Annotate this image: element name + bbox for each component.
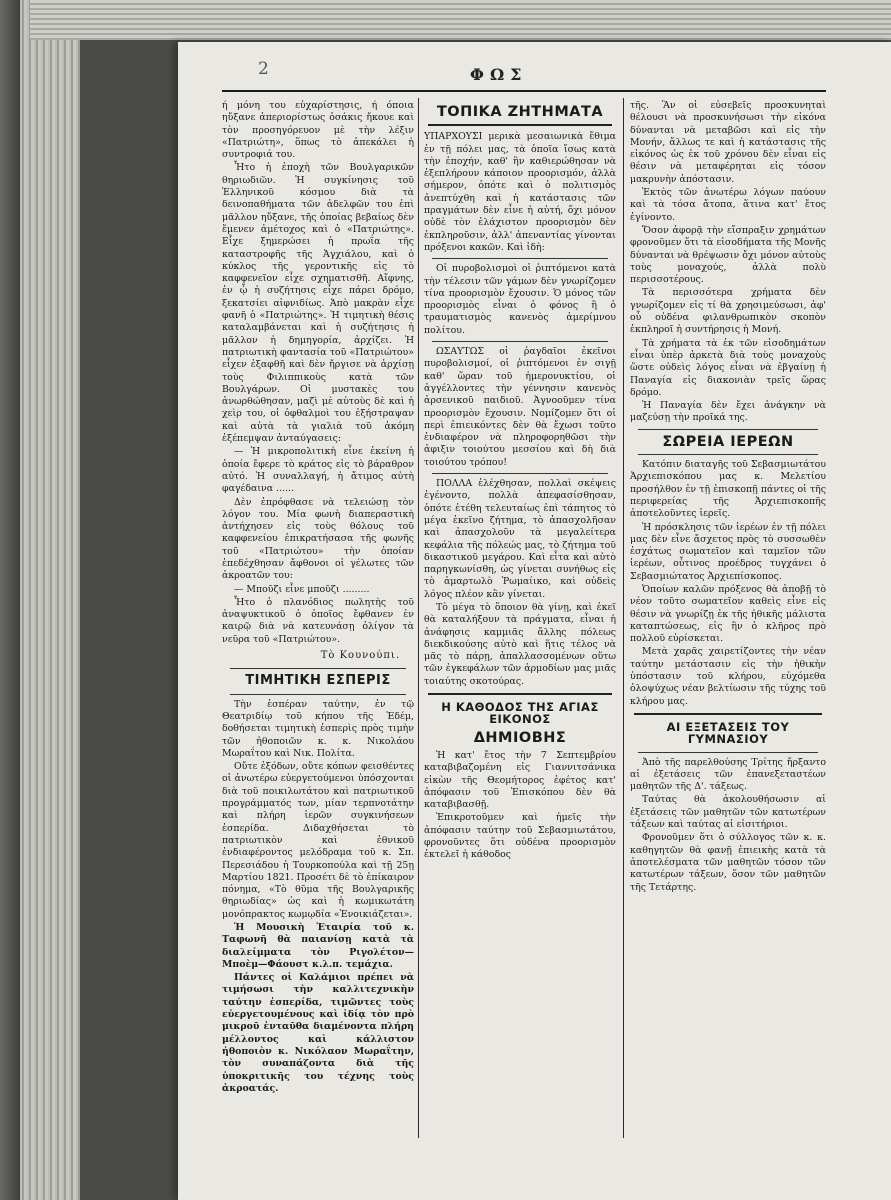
heading-soreia-iereon: ΣΩΡΕΙΑ ΙΕΡΕΩΝ [662, 433, 794, 450]
paragraph: — Ἡ μικροπολιτικὴ εἶνε ἐκείνη ἡ ὁποία ἔφερε τὸ κράτος εἰς τὸ βάραθρον αὐτό. Ἡ συναλλαγή, ἡ ἄτιμος αὐτὴ φαγέδαινα ...... [222, 446, 414, 495]
paragraph: ή μόνη του εὐχαρίστησις, ή όποια ηὔξανε ἀπεριορίστως ὁσάκις ἤκουε καὶ τὸν προσηγόρευον μὲ τὴν λέξιν «Πατριώτη», ὅπως τὸ ἀπεκάλει ἡ συντροφιά του. [222, 100, 414, 161]
column-divider-2 [623, 98, 624, 1138]
paragraph: — Μποῦζι εἶνε μποῦζι ......... [234, 583, 370, 595]
header-rule [222, 90, 826, 92]
divider [432, 258, 608, 259]
masthead: ΦΩΣ [470, 65, 528, 84]
paragraph: Τὸ μέγα τὸ ὅποιον θὰ γίνῃ, καὶ ἐκεῖ θὰ καταλήξουν τὰ πράγματα, εἶναι ἡ ἀνάφησις καμμιᾶς ἄλλης πόλεως διεκδικούσης αὐτὸ καὶ ἥτις τέλος νὰ μᾶς τὸ πάρῃ, ἀπαλλασσομένων οὕτω τῶν ἐγκεφάλων τῶν ἁρμοδίων μας μιᾶς τοιαύτης σκοτούρας. [424, 601, 616, 687]
paragraph: Τὰ χρήματα τὰ ἐκ τῶν εἰσοδημάτων εἶναι ὑπὲρ ἀρκετὰ διὰ τοὺς μοναχοὺς ὥστε οὐδεὶς λόγος εἶναι νὰ ἐβγαίνῃ ἡ Παναγία εἰς διακονιὰν τρεῖς ὥρας δρόμο. [630, 337, 826, 398]
paragraph: Δὲν ἐπρόφθασε νὰ τελειώσῃ τὸν λόγον του. Μία φωνὴ διαπεραστικὴ ἀντήχησεν εἰς τοὺς θόλους τοῦ καφφενείου ἐπικρατήσασα τῆς φωνῆς τοῦ «Πατριώτου» τὴν ὁποίαν ἐπεδέχθησαν ἄφθονοι οἱ γέλωτες τῶν ἀκροατῶν του: [222, 496, 414, 582]
paragraph: Κατόπιν διαταγῆς τοῦ Σεβασμιωτάτου Ἀρχιεπισκόπου μας κ. Μελετίου προσήλθον ἐν τῇ ἐπισκοπῇ πάντες οἱ τῆς περιφερείας τῆς Ἀρχιεπισκοπῆς ἀποτελοῦντες ἱερεῖς. [630, 459, 826, 520]
paragraph: ΩΣΑΥΤΩΣ οἱ ῥαγδαῖοι ἐκεῖνοι πυροβολισμοί, οἱ ῥιπτόμενοι ἐν σιγῇ καθ' ὥραν τοῦ ἡμερονυκτίου, οἱ ἀγγέλλοντες τὴν γέννησιν κανενὸς ἀρσενικοῦ παιδιοῦ. Ἀγνοοῦμεν τίνα προορισμὸν ἔχουσιν. Νομίζομεν ὅτι οἱ περὶ ἐπιεικόντες δὲν θὰ ἔχωσι τοῦτο ἐνδιαφέρον νὰ πληροφορηθῶσι τὴν ἀφιξιν τοιούτου μεσσίου καὶ δὴ διὰ τοιούτου τρόπου! [424, 346, 616, 468]
divider [432, 341, 608, 342]
divider [638, 752, 818, 753]
paragraph: Ἐκτὸς τῶν ἀνωτέρω λόγων παύουν καὶ τὰ τόσα ἄτοπα, ἅτινα κατ' ἔτος ἐγίνοντο. [630, 187, 826, 223]
paragraph: Ἡ πρόσκλησις τῶν ἱερέων ἐν τῇ πόλει μας δὲν εἶνε ἄσχετος πρὸς τὸ συσσωθὲν ἐσχάτως σωματεῖον καὶ ταμεῖον τῶν ἱερέων, οὗτινος προέδρος τυγχάνει ὁ Σεβασμιώτατος Ἀρχιεπίσκοπος. [630, 521, 826, 582]
divider [230, 694, 406, 695]
paragraph: Ἀπὸ τῆς παρελθούσης Τρίτης ἤρξαντο αἱ ἐξετάσεις τῶν ἐπανεξεταστέων μαθητῶν τῆς Δ'. τάξεως. [630, 756, 826, 793]
paragraph: Πάντες οἱ Καλάμιοι πρέπει νὰ τιμήσωσι τὴν καλλιτεχνικὴν ταύτην ἑσπερίδα, τιμῶντες τοὺς εὐεργετουμένους καὶ ἰδίᾳ τὸν πρὸ μικροῦ ἐνταῦθα διαμένοντα πλήρη μέλλοντος καὶ κάλλιστον ἠθοποιὸν κ. Νικόλαον Μωραΐτην, τὸν συναπάζοντα διὰ τῆς ὑποκριτικῆς του τέχνης τοὺς ἀκροατάς. [222, 972, 414, 1094]
divider [432, 473, 608, 474]
page-stack-top-edge [30, 0, 891, 40]
paragraph: Ὁποίων καλῶν πρόξενος θὰ ἀποβῇ τὸ νέον τοῦτο σωματεῖον καθεὶς εἶνε εἰς θέσιν νὰ γνωρίζῃ ἐκ τῆς ἠθικῆς μάλιστα καταπτώσεως, εἰς ἣν ὁ κλῆρος πρὸ πολλοῦ εὑρίσκεται. [630, 583, 826, 645]
paragraph: Ἦτο ἡ ἐποχὴ τῶν Βουλγαρικῶν θηριωδιῶν. Ἡ συγκίνησις τοῦ Ἑλληνικοῦ κόσμου διὰ τὰ δεινοπαθήματα τῶν ἀδελφῶν του ἐπὶ μᾶλλον ηὔξανε, τῆς ὁποίας βεβαίως δὲν ἔμενεν ἀμέτοχος καὶ ὁ «Πατριώτης». Εἶχε ξημερώσει ἡ πρωΐα τῆς καταστροφῆς τῆς Ἀγχιάλου, καὶ ὁ κύκλος τῆς γεροντικῆς εἰς τὸ καφφενεῖον εἶχε σχηματισθῆ. Αἴφνης, ἐν ᾧ ἡ συζήτησις εἶχε πάρει δρόμο, ξεκατσίει αἰφνιδίως. Ἀπὸ μακρὰν εἶχε φανῆ ὁ «Πατριώτης». Ἡ τιμητικὴ θέσις καταλαμβάνεται καὶ ἡ συζήτησις ἡ μᾶλλον ἡ δημηγορία, ἀρχίζει. Ἡ πατριωτικὴ φαντασία τοῦ «Πατριώτου» εἶχεν ἐξαφθῆ καὶ δὲν ἤργισε νὰ ἀρχίσῃ τοὺς Φιλιππικοὺς κατὰ τῶν Βουλγάρων. Οἱ μυστακὲς του ἀνωρθώθησαν, μαζὶ μὲ αὐτοὺς δὲ καὶ ἡ χεὶρ του, οἱ ὀφθαλμοὶ του ἐξήστραψαν καὶ αὐτὰ τὰ γιαλιὰ τοῦ ἀκόμη ἐξέπεμψαν ἀνταύγασεις: [222, 162, 414, 445]
paragraph: Οἱ πυροβολισμοὶ οἱ ῥιπτόμενοι κατὰ τὴν τέλεσιν τῶν γάμων δὲν γνωρίζομεν τίνα προορισμὸν ἔχουσιν. Ὁ μόνος τῶν προορισμὸς εἶναι ὁ φόνος ἢ ὁ τραυματισμὸς κανενὸς ἀμερίμνου πολίτου. [424, 263, 616, 336]
divider [428, 693, 612, 695]
divider [638, 454, 818, 455]
heading-kathodos: Η ΚΑΘΟΔΟΣ ΤΗΣ ΑΓΙΑΣ ΕΙΚΟΝΟΣ [441, 700, 599, 727]
paragraph: Ἡ Μουσικὴ Ἑταιρία τοῦ κ. Ταφωνῆ θὰ παιανίσῃ κατὰ τὰ διαλείμματα τὸν Ριγολέτον—Μποὲμ—Φάουστ κ.λ.π. τεμάχια. [222, 922, 414, 970]
column-2 [424, 100, 616, 863]
paragraph: ΠΟΛΛΑ ἐλέχθησαν, πολλαὶ σκέψεις ἐγένοντο, πολλὰ ἀπεφασίσθησαν, ὁπότε ἐτέθη τελευταίως ἐπὶ τάπητος τὸ μέγα ἐκεῖνο ζήτημα, τὸ ἀπασχολῆσαν καὶ ἀπασχολοῦν τὰ μεγαλείτερα κεφάλια τῆς πόλεώς μας, τὸ ζήτημα τοῦ δικαστικοῦ μεγάρου. Καὶ εἶτα καὶ αὐτὸ παρηγκωνίσθη, ὡς γίνεται συνήθως εἰς τὸ ἀμαρτωλὸ Ῥωμαίικο, καὶ οὐδεὶς λόγος πλέον κἂν γίνεται. [424, 478, 616, 600]
paragraph: Τὴν ἑσπέραν ταύτην, ἐν τῷ Θεατριδίῳ τοῦ κήπου τῆς Ἐδέμ, δοθήσεται τιμητικὴ ἑσπερὶς πρὸς τιμὴν τῶν ἠθοποιῶν κ. κ. Νικολάου Μωραΐτου καὶ Νικ. Πολίτα. [222, 698, 414, 759]
column-3 [630, 100, 826, 895]
paragraph: Ἐπικροτοῦμεν καὶ ἡμεῖς τὴν ἀπόφασιν ταύτην τοῦ Σεβασμιωτάτου, φρονοῦντες ὅτι οὐδένα προορισμὸν ἐκτελεῖ ἡ κάθοδος [424, 812, 616, 861]
divider [230, 668, 406, 669]
divider [428, 124, 612, 126]
paragraph: Ἡ κατ' ἔτος τὴν 7 Σεπτεμβρίου καταβιβαζομένη εἰς Γιαννιτσάνικα εἰκὼν τῆς Θεομήτορος ἐφέτος κατ' ἀπόφασιν τοῦ Ἐπισκόπου δὲν θὰ καταβιβασθῇ. [424, 749, 616, 811]
divider [634, 713, 822, 715]
heading-exetaseis: ΑΙ ΕΞΕΤΑΣΕΙΣ ΤΟΥ ΓΥΜΝΑΣΙΟΥ [666, 719, 790, 747]
paragraph: Ἡ Παναγία δὲν ἔχει ἀνάγκην νὰ μαζεύσῃ τὴν προῖκά της. [630, 400, 826, 424]
column-1 [222, 100, 414, 1096]
paragraph: ΥΠΑΡΧΟΥΣΙ μερικὰ μεσαιωνικὰ ἔθιμα ἐν τῇ πόλει μας, τὰ ὁποῖα ἴσως κατὰ τὴν ἐποχήν, καθ' ἣν καθιερώθησαν νὰ ἐξεπλήρουν κάποιον προορισμόν, ἀλλὰ σήμερον, ὁπότε καὶ ὁ πολιτισμὸς ἀνεπτύχθη καὶ ἡ κατάστασις τῶν πραγμάτων δὲν εἶνε ἡ αὐτή, ὄχι μόνον οὐδὲ τὸν ἐλάχιστον προορισμὸν δὲν ἐκπληροῦσιν, ἀλλ' ἀπεναντίας γίνονται πρόξενοι κακῶν. Καὶ ἰδὴ: [424, 131, 616, 253]
paragraph: τῆς. Ἂν οἱ εὐσεβεῖς προσκυνηταὶ θέλουσι νὰ προσκυνήσωσι τὴν εἰκόνα δύνανται νὰ μεταβῶσι καὶ εἰς τὴν Μονήν, ἄλλως τε καὶ ἡ κατάστασις τῆς εἰκόνος ὡς ἐκ τοῦ χρόνου δὲν εἶναι εἰς θέσιν νὰ μεταφέρηται εἰς τόσον μακρυνὴν ἀπόστασιν. [630, 100, 826, 185]
heading-timitiki-esperis: ΤΙΜΗΤΙΚΗ ΕΣΠΕΡΙΣ [245, 673, 391, 689]
signature: Τὸ Κουνούπι. [320, 650, 400, 662]
column-divider-1 [418, 98, 419, 1138]
heading-topika-zitimata: ΤΟΠΙΚΑ ΖΗΤΗΜΑΤΑ [436, 104, 604, 120]
heading-dimiovis: ΔΗΜΙΟΒΗΣ [473, 729, 567, 746]
paragraph: Μετὰ χαρᾶς χαιρετίζοντες τὴν νέαν ταύτην μετάστασιν εἰς τὴν ἠθικὴν ὑπόστασιν τοῦ κλήρου, εὐχόμεθα ὁλοψύχως νέαν βελτίωσιν τῆς τύχης τοῦ κλήρου μας. [630, 646, 826, 707]
paragraph: Ἦτο ὁ πλανόδιος πωλητὴς τοῦ ἀναψυκτικοῦ ὁ ὁποῖος ἔφθανεν ἐν καιρῷ διὰ νὰ κατευνάσῃ ὀλίγον τὰ νεῦρα τοῦ «Πατριώτου». [222, 596, 414, 645]
page-stack-edge [20, 0, 80, 1200]
divider [638, 429, 818, 430]
paragraph: Ὅσον ἀφορᾷ τὴν εἴσπραξιν χρημάτων φρονοῦμεν ὅτι τὰ εἰσοδήματα τῆς Μονῆς δύνανται νὰ θρέψωσιν ὄχι μόνον αὐτοὺς τοὺς μοναχούς, ἀλλὰ πολὺ περισσοτέρους. [630, 224, 826, 286]
paragraph: Οὔτε ἐξόδων, οὔτε κόπων φεισθέντες οἱ ἀνωτέρω εὐεργετούμενοι ὑπόσχονται διὰ τοῦ ποικιλωτάτου καὶ πατριωτικοῦ προγράμματός των, μίαν τερπνοτάτην καὶ πλήρη ἱερῶν συγκινήσεων ἑσπερίδα. Διδαχθήσεται τὸ πατριωτικὸν καὶ ἐθνικοῦ ἐνδιαφέροντος μελόδραμα τοῦ κ. Σπ. Περεσιάδου ἡ Τουρκοπούλα καὶ τῇ 25ῃ Μαρτίου 1821. Προσέτι δὲ τὸ ἐπίκαιρον πόνημα, «Τὸ θῦμα τῆς Βουλγαρικῆς θηριωδίας» ὡς καὶ ἡ κωμικωτάτη μονόπρακτος κωμῳδία «Ἐνοικιάζεται». [222, 761, 414, 920]
paragraph: Τὰ περισσότερα χρήματα δὲν γνωρίζομεν εἰς τί θὰ χρησιμεύσωσι, ἀφ' οὗ οὐδένα φιλανθρωπικὸν σκοπὸν ἐκπληροῖ ἡ συντήρησις ἡ Μονή. [630, 287, 826, 336]
paragraph: Ταύτας θὰ ἀκολουθήσωσιν αἱ ἐξετάσεις τῶν μαθητῶν τῶν κατωτέρων τάξεων καὶ ταύτας αἱ εἰσιτήριοι. [630, 794, 826, 831]
book-spine [0, 0, 20, 1200]
paragraph: Φρονοῦμεν ὅτι ὁ σύλλογος τῶν κ. κ. καθηγητῶν θὰ φανῇ ἐπιεικὴς κατὰ τὰ ἀποτελέσματα τῶν μαθητῶν τόσον τῶν κατωτέρων τάξεων, ὅσον τῶν μαθητῶν τῆς Τετάρτης. [630, 832, 826, 893]
page-number: 2 [258, 59, 269, 79]
